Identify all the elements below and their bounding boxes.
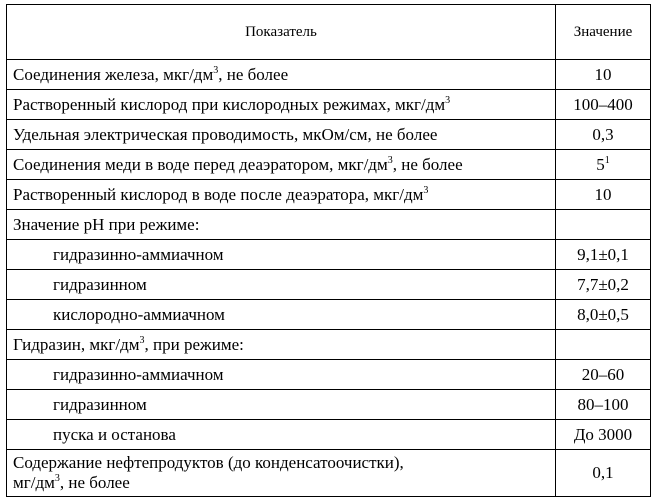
row-label: Удельная электрическая проводимость, мкОм/см, не более: [7, 120, 556, 150]
table-header-row: [7, 5, 651, 60]
row-label: Растворенный кислород в воде после деаэратора, мкг/$дм^3$: [7, 180, 556, 210]
row-value: 10: [556, 180, 651, 210]
table-row: [7, 120, 651, 150]
row-value: 7,7±0,2: [556, 270, 651, 300]
water-quality-table: [6, 4, 651, 497]
table-row: [7, 330, 651, 360]
table-row: [7, 420, 651, 450]
table-row: [7, 60, 651, 90]
row-value: [556, 330, 651, 360]
row-value: 100–400: [556, 90, 651, 120]
row-label: Гидразин, мкг/$дм^3$, при режиме:: [7, 330, 556, 360]
row-label: гидразинном: [7, 270, 556, 300]
table-row: [7, 150, 651, 180]
row-value: 10: [556, 60, 651, 90]
row-value: 9,1±0,1: [556, 240, 651, 270]
table-row: [7, 450, 651, 497]
table-row: [7, 240, 651, 270]
row-label: Соединения меди в воде перед деаэратором, мкг/$дм^3$, не более: [7, 150, 556, 180]
table-row: [7, 360, 651, 390]
row-label: кислородно-аммиачном: [7, 300, 556, 330]
row-value: 20–60: [556, 360, 651, 390]
row-label: гидразинном: [7, 390, 556, 420]
row-label: пуска и останова: [7, 420, 556, 450]
table-row: [7, 180, 651, 210]
table-row: [7, 210, 651, 240]
table-row: [7, 270, 651, 300]
row-value: 0,1: [556, 450, 651, 497]
table-row: [7, 90, 651, 120]
row-label: гидразинно-аммиачном: [7, 240, 556, 270]
row-value: 0,3: [556, 120, 651, 150]
table-row: [7, 300, 651, 330]
row-value: $5^1$: [556, 150, 651, 180]
row-label: Растворенный кислород при кислородных режимах, мкг/$дм^3$: [7, 90, 556, 120]
row-label: гидразинно-аммиачном: [7, 360, 556, 390]
header-indicator: Показатель: [7, 5, 556, 60]
header-value: Значение: [556, 5, 651, 60]
row-value: 80–100: [556, 390, 651, 420]
row-label: Содержание нефтепродуктов (до конденсатоочистки), $мг/дм^3$, не более: [7, 450, 556, 497]
row-value: 8,0±0,5: [556, 300, 651, 330]
row-label: Соединения железа, мкг/$дм^3$, не более: [7, 60, 556, 90]
row-label: Значение рН при режиме:: [7, 210, 556, 240]
table-row: [7, 390, 651, 420]
document-table-wrapper: [6, 4, 651, 497]
row-value: До 3000: [556, 420, 651, 450]
row-value: [556, 210, 651, 240]
